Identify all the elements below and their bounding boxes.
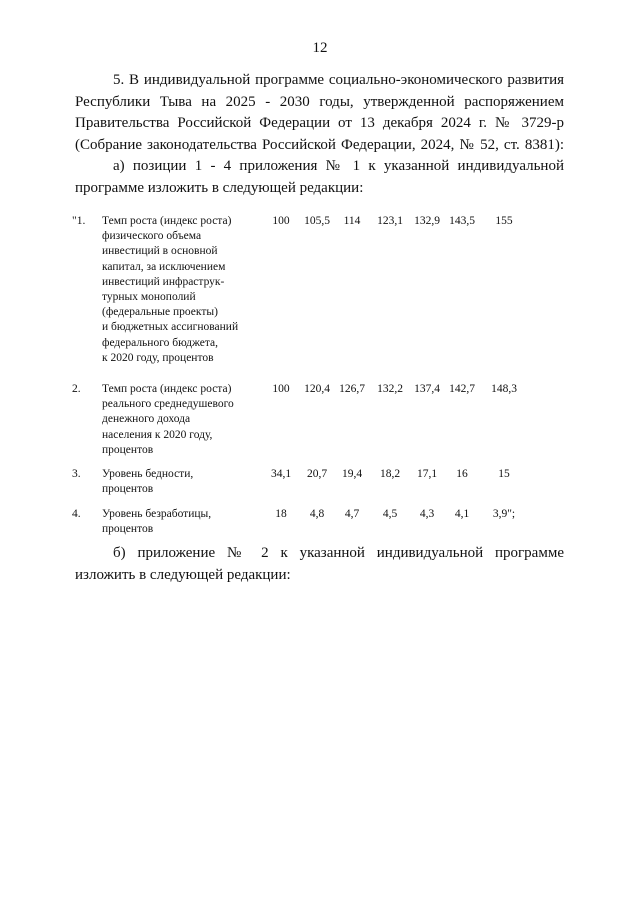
paragraph-line: 5. В индивидуальной программе социально-экономического развития (113, 72, 564, 88)
description-line: федерального бюджета, (102, 336, 219, 349)
table-cell-value: 18 (275, 508, 287, 520)
table-cell-value: 126,7 (339, 383, 365, 395)
description-line: физического объема (102, 230, 202, 243)
table-cell-value: 105,5 (304, 215, 330, 227)
description-line: Уровень безработицы, (102, 508, 212, 520)
table-cell-value: 137,4 (414, 383, 440, 395)
table-cell-value: 17,1 (416, 468, 438, 480)
paragraph-line: б) приложение № 2 к указанной индивидуальной программе (113, 545, 564, 561)
row-number: 2. (72, 383, 81, 395)
table-cell-value: 132,9 (414, 215, 440, 227)
table-row (72, 382, 572, 467)
description-line: Темп роста (индекс роста) (102, 215, 232, 227)
description-line: населения к 2020 году, (102, 428, 213, 441)
row-description (102, 214, 264, 366)
row-description (102, 467, 264, 497)
table-cell-value: 20,7 (306, 468, 328, 480)
row-description (102, 507, 264, 537)
table-cell-value: 4,5 (382, 508, 398, 520)
table-row (72, 214, 572, 382)
description-line: капитал, за исключением (102, 260, 226, 273)
description-line: процентов (102, 483, 154, 496)
table-cell-value: 132,2 (377, 383, 403, 395)
paragraph-a (75, 156, 564, 199)
row-description (102, 382, 264, 458)
paragraph-line: Правительства Российской Федерации от 13 декабря 2024 г. № 3729-р (75, 115, 564, 131)
table-cell-value: 16 (456, 468, 468, 480)
page-number: 12 (312, 40, 328, 56)
paragraph-line: программе изложить в следующей редакции: (75, 179, 364, 196)
description-line: Темп роста (индекс роста) (102, 383, 232, 395)
table-row (72, 507, 572, 547)
paragraph-line: а) позиции 1 - 4 приложения № 1 к указанной индивидуальной (113, 158, 564, 174)
description-line: Уровень бедности, (102, 468, 194, 480)
description-line: (федеральные проекты) (102, 306, 218, 319)
table-cell-value: 155 (495, 215, 513, 227)
description-line: процентов (102, 443, 154, 456)
indicators-table (72, 214, 572, 547)
table-cell-value: 19,4 (341, 468, 363, 480)
paragraph-line: изложить в следующей редакции: (75, 566, 291, 583)
description-line: процентов (102, 523, 154, 536)
paragraph-line: Республики Тыва на 2025 - 2030 годы, утвержденной распоряжением (75, 93, 564, 110)
table-cell-value: 18,2 (379, 468, 401, 480)
description-line: реального среднедушевого (102, 398, 234, 411)
table-cell-value: 123,1 (377, 215, 403, 227)
table-cell-value: 3,9"; (492, 508, 516, 520)
paragraph-b (75, 543, 564, 586)
table-cell-value: 4,7 (344, 508, 360, 520)
table-cell-value: 15 (498, 468, 510, 480)
table-cell-value: 114 (343, 215, 361, 227)
description-line: инвестиций инфраструк- (102, 275, 225, 288)
description-line: денежного дохода (102, 413, 191, 426)
table-cell-value: 143,5 (449, 215, 475, 227)
table-cell-value: 120,4 (304, 383, 330, 395)
table-cell-value: 100 (272, 215, 290, 227)
table-cell-value: 4,3 (419, 508, 435, 520)
description-line: турных монополий (102, 291, 196, 304)
row-number: 4. (72, 508, 81, 520)
paragraph-line: (Собрание законодательства Российской Федерации, 2024, № 52, ст. 8381): (75, 136, 564, 153)
table-cell-value: 148,3 (491, 383, 517, 395)
table-cell-value: 100 (272, 383, 290, 395)
description-line: инвестиций в основной (102, 245, 218, 258)
row-number: 3. (72, 468, 81, 480)
table-cell-value: 4,8 (309, 508, 325, 520)
paragraph-5 (75, 70, 564, 156)
table-cell-value: 142,7 (449, 383, 475, 395)
table-row (72, 467, 572, 507)
description-line: к 2020 году, процентов (102, 351, 214, 364)
description-line: и бюджетных ассигнований (102, 321, 239, 334)
table-cell-value: 4,1 (454, 508, 470, 520)
row-number: "1. (72, 215, 86, 227)
table-cell-value: 34,1 (270, 468, 292, 480)
